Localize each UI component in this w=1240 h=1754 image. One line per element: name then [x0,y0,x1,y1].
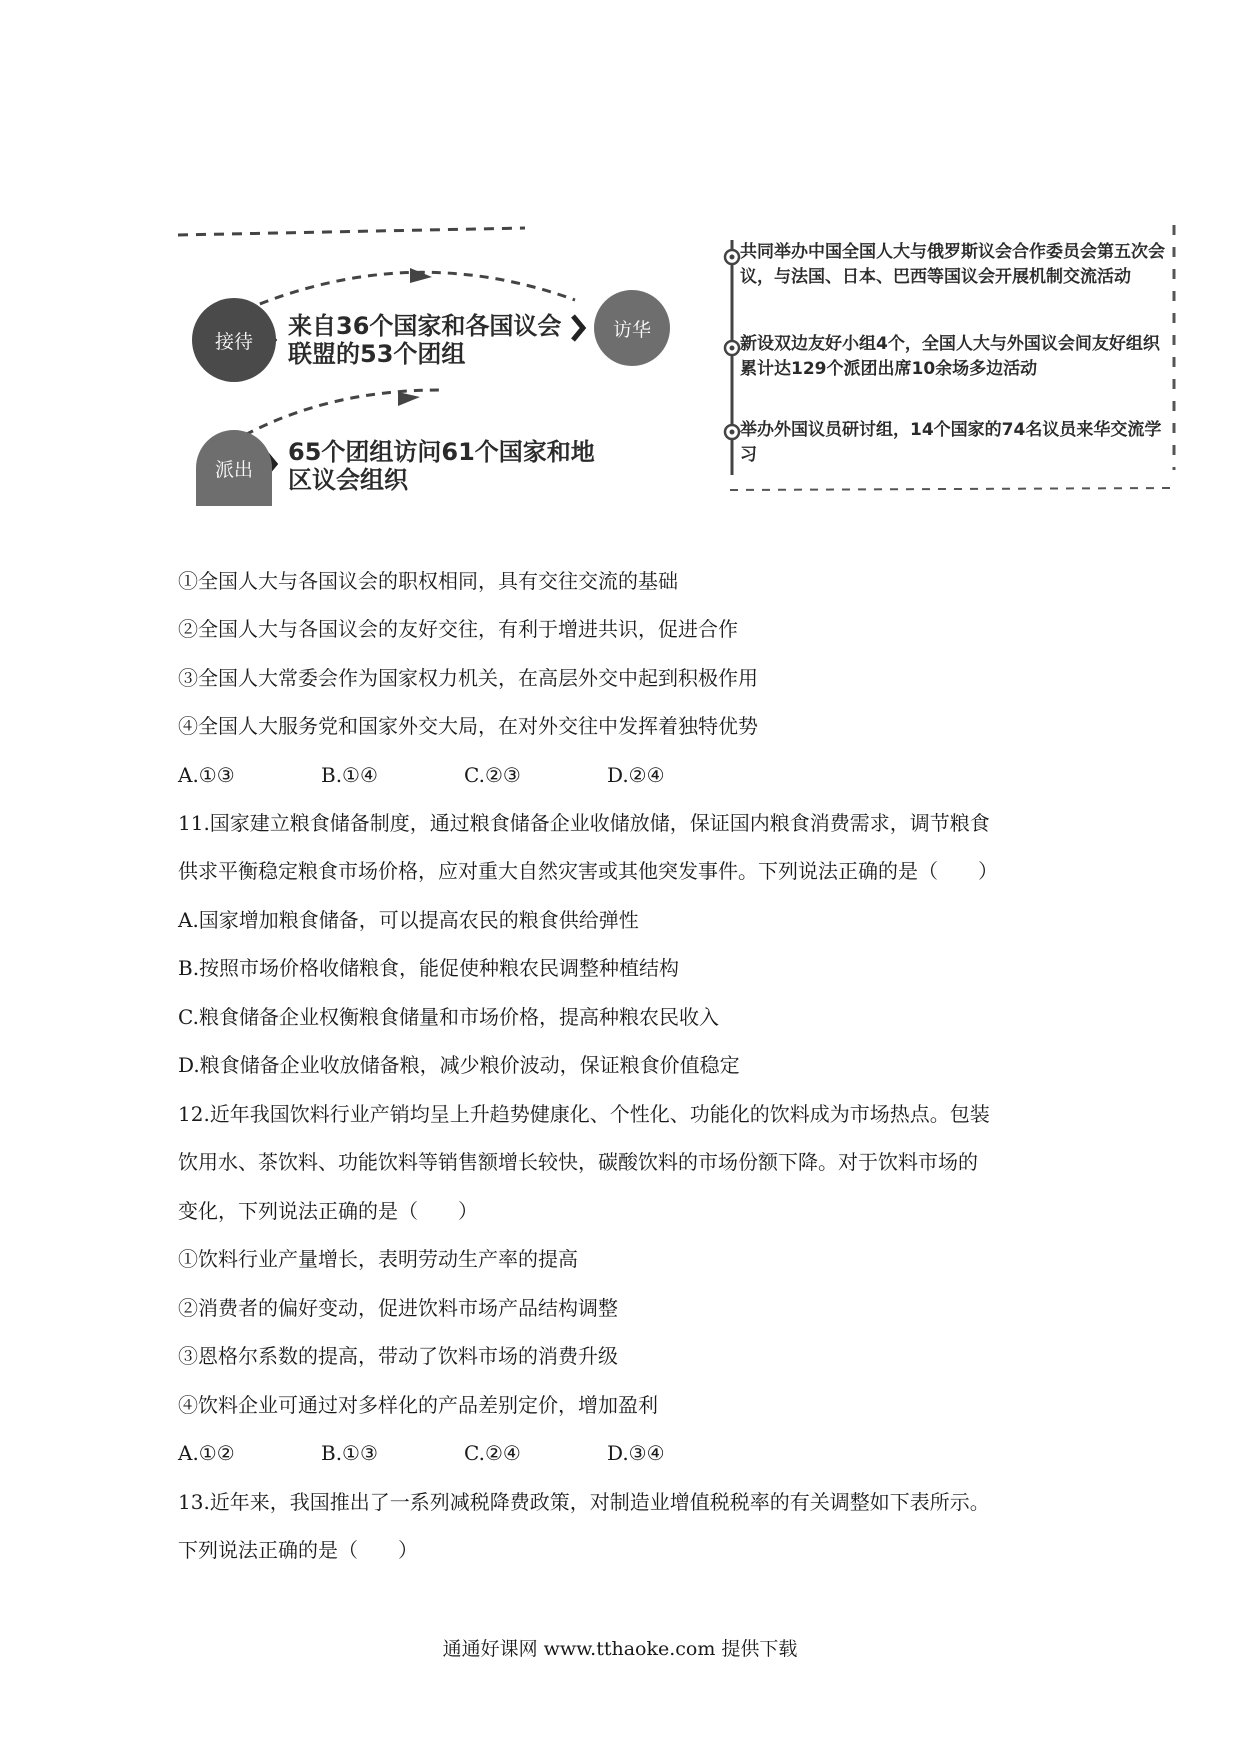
q11-stem-line-1: 11.国家建立粮食储备制度，通过粮食储备企业收储放储，保证国内粮食消费需求，调节粮食 [178,811,990,835]
receive-text: 来自36个国家和各国议会联盟的53个团组 [288,312,562,368]
q12-statement-2: ②消费者的偏好变动，促进饮料市场产品结构调整 [178,1296,618,1320]
q10-options [178,760,1120,790]
q12-stem-line-3: 变化，下列说法正确的是（ ） [178,1199,478,1223]
timeline-item: 共同举办中国全国人大与俄罗斯议会合作委员会第五次会议，与法国、日本、巴西等国议会开展机制交流活动 [740,242,1165,287]
q12-options [178,1438,1120,1468]
q11-option-d: D.粮食储备企业收放储备粮，减少粮价波动，保证粮食价值稳定 [178,1053,740,1077]
q12-stem-line-1: 12.近年我国饮料行业产销均呈上升趋势健康化、个性化、功能化的饮料成为市场热点。包装 [178,1102,990,1126]
timeline-item: 举办外国议员研讨组，14个国家的74名议员来华交流学习 [740,420,1162,465]
q10-statement-3: ③全国人大常委会作为国家权力机关，在高层外交中起到积极作用 [178,666,758,690]
send-text: 65个团组访问61个国家和地区议会组织 [288,438,595,494]
q12-stem-line-2: 饮用水、茶饮料、功能饮料等销售额增长较快，碳酸饮料的市场份额下降。对于饮料市场的 [178,1150,978,1174]
option-b: B.①④ [321,763,378,787]
send-node [196,430,272,506]
option-d: D.②④ [607,763,665,787]
receive-node [192,298,276,382]
visit-label: 访华 [612,318,651,341]
q10-statement-2: ②全国人大与各国议会的友好交往，有利于增进共识，促进合作 [178,617,738,641]
q12-statement-4: ④饮料企业可通过对多样化的产品差别定价，增加盈利 [178,1393,658,1417]
q11-option-c: C.粮食储备企业权衡粮食储量和市场价格，提高种粮农民收入 [178,1005,719,1029]
q13-stem-line-1: 13.近年来，我国推出了一系列减税降费政策，对制造业增值税税率的有关调整如下表所示。 [178,1490,990,1514]
q11-option-a: A.国家增加粮食储备，可以提高农民的粮食供给弹性 [178,908,639,932]
page-footer: 通通好课网 www.tthaoke.com 提供下载 [442,1638,798,1660]
option-d: D.③④ [607,1441,665,1465]
option-b: B.①③ [321,1441,378,1465]
infographic [170,220,1180,500]
option-a: A.①② [178,1441,235,1465]
q10-statement-4: ④全国人大服务党和国家外交大局，在对外交往中发挥着独特优势 [178,714,758,738]
option-c: C.②③ [464,763,521,787]
q12-statement-1: ①饮料行业产量增长，表明劳动生产率的提高 [178,1247,578,1271]
receive-label: 接待 [214,330,253,353]
option-a: A.①③ [178,763,235,787]
q11-stem-line-2: 供求平衡稳定粮食市场价格，应对重大自然灾害或其他突发事件。下列说法正确的是（ ） [178,859,998,883]
q10-statement-1: ①全国人大与各国议会的职权相同，具有交往交流的基础 [178,569,678,593]
send-label: 派出 [214,458,253,481]
q11-option-b: B.按照市场价格收储粮食，能促使种粮农民调整种植结构 [178,956,680,980]
option-c: C.②④ [464,1441,521,1465]
visit-node [594,290,670,366]
q12-statement-3: ③恩格尔系数的提高，带动了饮料市场的消费升级 [178,1344,618,1368]
q13-stem-line-2: 下列说法正确的是（ ） [178,1538,418,1562]
timeline-item: 新设双边友好小组4个，全国人大与外国议会间友好组织累计达129个派团出席10余场多边活动 [740,334,1160,379]
